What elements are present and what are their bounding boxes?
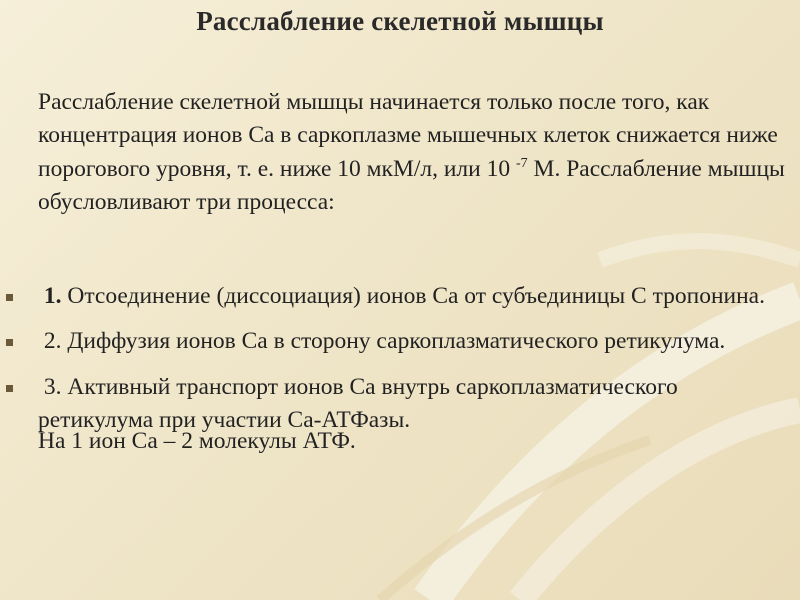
bullet-list	[0, 280, 800, 471]
bullet-number-3: 3.	[43, 373, 62, 400]
bullet-item-3	[0, 371, 778, 459]
bullet-number-2: 2.	[43, 328, 62, 355]
bullet-text-3: Активный транспорт ионов Са внутрь саркоплазматического ретикулума при участии Са-АТФазы.	[38, 373, 678, 434]
square-bullet-icon	[6, 294, 13, 301]
intro-text-part1: Расслабление скелетной мышцы начинается только после того, как концентрация ионов Са в саркоплазме мышечных клеток снижается ниже порогового уровня, т. е. ниже 10 мкМ/л, или 10	[38, 89, 778, 182]
bullet-item-2	[0, 325, 778, 358]
intro-paragraph	[38, 86, 788, 219]
bullet-number-1: 1.	[43, 283, 62, 309]
bullet-text-2: Диффузия ионов Са в сторону саркоплазматического ретикулума.	[61, 328, 726, 355]
intro-exponent: -7	[516, 155, 528, 171]
slide-title: Расслабление скелетной мышцы	[196, 6, 604, 36]
footer-note: На 1 ион Са – 2 молекулы АТФ.	[38, 428, 356, 455]
bullet-text-1: Отсоединение (диссоциация) ионов Са от субъединицы С тропонина.	[61, 283, 765, 309]
intro-text-part2: М. Расслабление мышцы обусловливают три процесса:	[38, 155, 785, 216]
bullet-item-1	[0, 280, 778, 313]
square-bullet-icon	[6, 385, 13, 392]
square-bullet-icon	[6, 339, 13, 346]
